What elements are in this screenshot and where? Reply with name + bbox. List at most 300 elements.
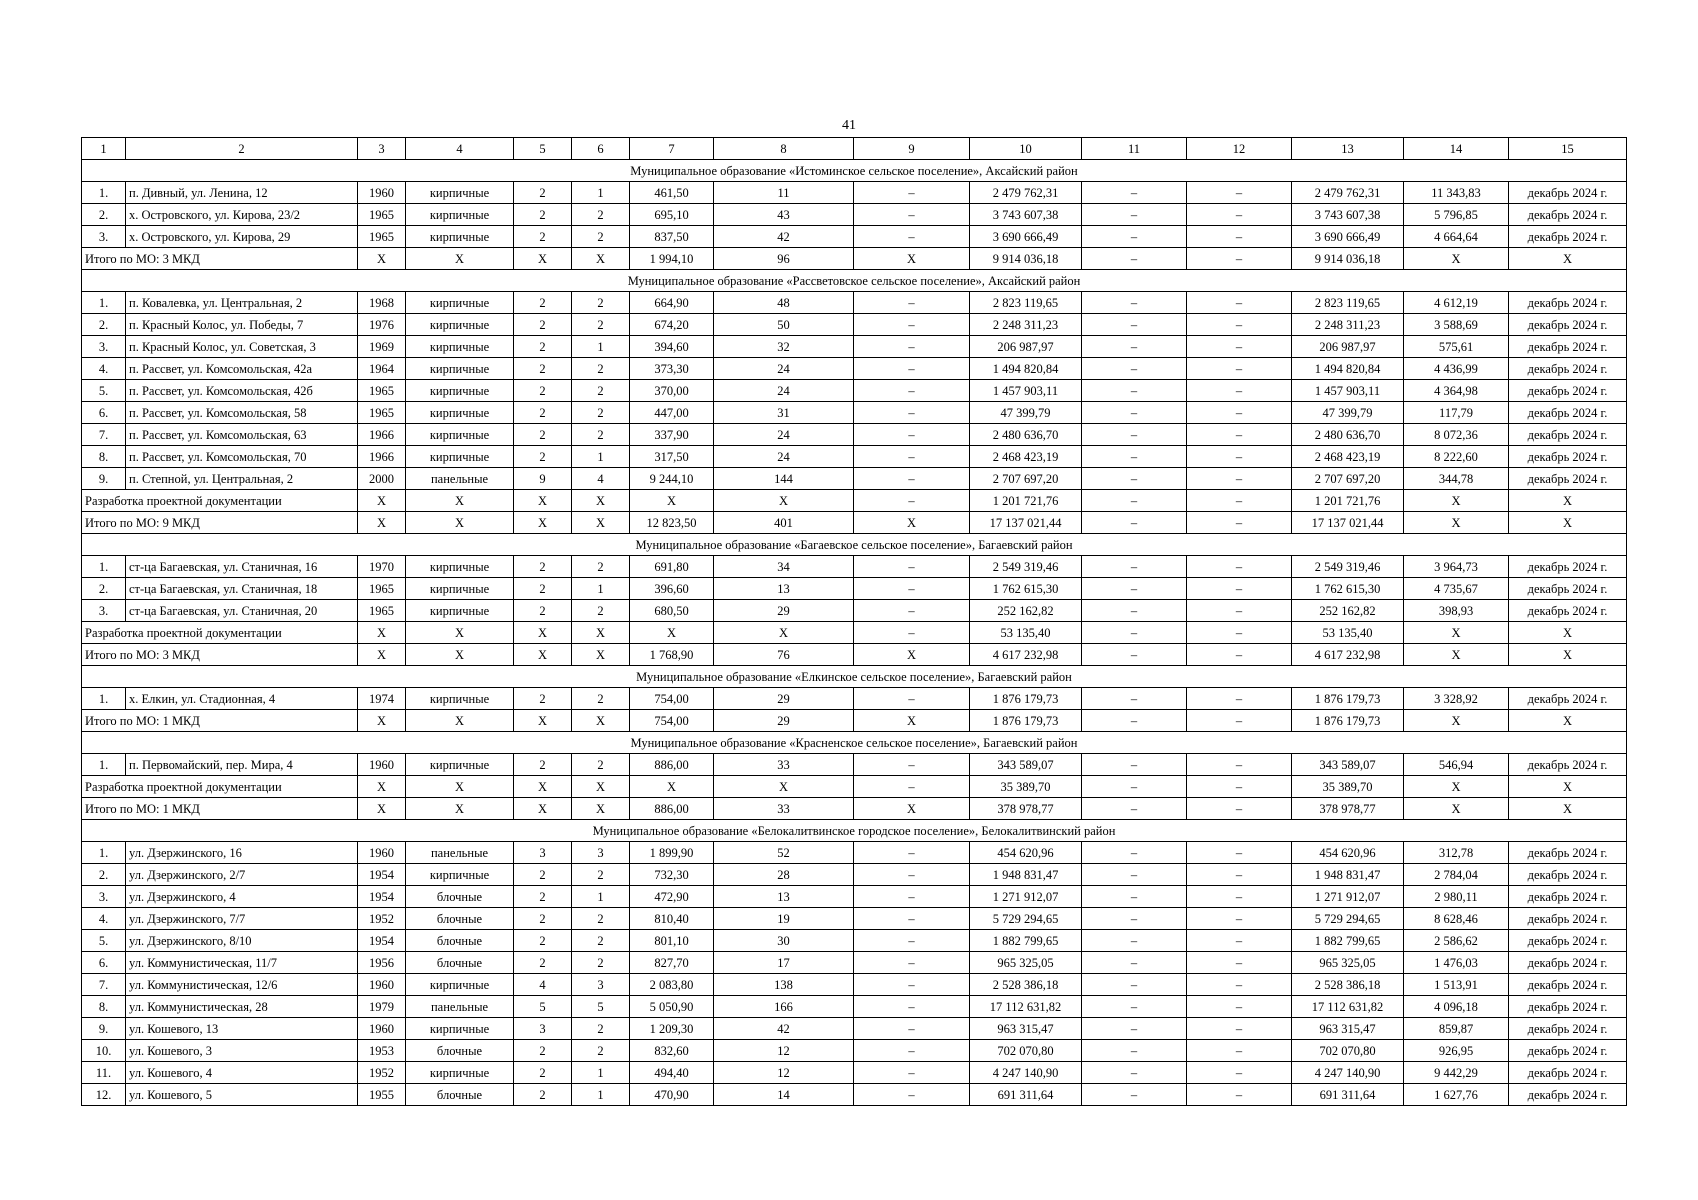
summary-label: Итого по МО: 9 МКД xyxy=(82,512,358,534)
address-cell: ул. Дзержинского, 16 xyxy=(126,842,358,864)
table-cell: 343 589,07 xyxy=(970,754,1082,776)
column-number-cell: 2 xyxy=(126,138,358,160)
row-index-cell: 2. xyxy=(82,864,126,886)
table-cell: – xyxy=(854,886,970,908)
table-cell: – xyxy=(854,380,970,402)
table-cell: 1 xyxy=(572,1084,630,1106)
table-cell: декабрь 2024 г. xyxy=(1509,204,1627,226)
table-cell: 8 222,60 xyxy=(1404,446,1509,468)
table-cell: 206 987,97 xyxy=(970,336,1082,358)
table-cell: 5 796,85 xyxy=(1404,204,1509,226)
table-cell: 32 xyxy=(714,336,854,358)
table-cell: – xyxy=(1187,314,1292,336)
table-cell: декабрь 2024 г. xyxy=(1509,754,1627,776)
summary-cell: X xyxy=(572,248,630,270)
table-cell: 2 xyxy=(572,204,630,226)
table-cell: 1 762 615,30 xyxy=(1292,578,1404,600)
municipality-header-row xyxy=(82,732,1627,754)
table-cell: 461,50 xyxy=(630,182,714,204)
table-cell: 2 xyxy=(572,754,630,776)
summary-cell: X xyxy=(406,248,514,270)
summary-cell: X xyxy=(572,798,630,820)
summary-cell: – xyxy=(1187,512,1292,534)
table-cell: 2 480 636,70 xyxy=(970,424,1082,446)
table-cell: – xyxy=(1082,688,1187,710)
table-cell: 343 589,07 xyxy=(1292,754,1404,776)
table-cell: 117,79 xyxy=(1404,402,1509,424)
summary-cell: X xyxy=(854,710,970,732)
table-cell: – xyxy=(854,864,970,886)
table-cell: 965 325,05 xyxy=(970,952,1082,974)
table-cell: 2 xyxy=(514,578,572,600)
table-cell: – xyxy=(854,952,970,974)
municipality-header-row xyxy=(82,270,1627,292)
table-cell: – xyxy=(854,908,970,930)
summary-cell: 1 876 179,73 xyxy=(970,710,1082,732)
summary-cell: X xyxy=(514,710,572,732)
table-cell: 3 588,69 xyxy=(1404,314,1509,336)
table-cell: 2 528 386,18 xyxy=(1292,974,1404,996)
table-cell: декабрь 2024 г. xyxy=(1509,842,1627,864)
table-cell: – xyxy=(854,930,970,952)
table-cell: – xyxy=(854,578,970,600)
summary-cell: X xyxy=(1509,776,1627,798)
address-cell: ул. Дзержинского, 8/10 xyxy=(126,930,358,952)
table-cell: – xyxy=(1187,930,1292,952)
table-cell: 494,40 xyxy=(630,1062,714,1084)
summary-cell: 17 137 021,44 xyxy=(1292,512,1404,534)
table-cell: – xyxy=(854,556,970,578)
table-cell: 1960 xyxy=(358,1018,406,1040)
summary-cell: X xyxy=(358,490,406,512)
summary-cell: 35 389,70 xyxy=(970,776,1082,798)
table-cell: декабрь 2024 г. xyxy=(1509,578,1627,600)
row-index-cell: 7. xyxy=(82,424,126,446)
table-cell: 1 209,30 xyxy=(630,1018,714,1040)
address-cell: х. Елкин, ул. Стадионная, 4 xyxy=(126,688,358,710)
building-row xyxy=(82,1018,1627,1040)
table-cell: кирпичные xyxy=(406,226,514,248)
summary-row xyxy=(82,248,1627,270)
table-cell: декабрь 2024 г. xyxy=(1509,358,1627,380)
table-cell: 30 xyxy=(714,930,854,952)
table-cell: 2 xyxy=(514,292,572,314)
address-cell: ул. Кошевого, 4 xyxy=(126,1062,358,1084)
summary-cell: – xyxy=(1187,798,1292,820)
table-cell: 2 xyxy=(572,380,630,402)
table-cell: 2 784,04 xyxy=(1404,864,1509,886)
summary-cell: 1 768,90 xyxy=(630,644,714,666)
table-cell: – xyxy=(854,1084,970,1106)
summary-cell: – xyxy=(854,622,970,644)
table-cell: 1 271 912,07 xyxy=(1292,886,1404,908)
summary-cell: 1 876 179,73 xyxy=(1292,710,1404,732)
table-cell: 926,95 xyxy=(1404,1040,1509,1062)
table-cell: – xyxy=(1187,996,1292,1018)
table-cell: – xyxy=(1187,908,1292,930)
table-cell: декабрь 2024 г. xyxy=(1509,1084,1627,1106)
table-cell: панельные xyxy=(406,996,514,1018)
table-cell: 5 729 294,65 xyxy=(1292,908,1404,930)
table-cell: 859,87 xyxy=(1404,1018,1509,1040)
municipality-header-row xyxy=(82,666,1627,688)
table-cell: 4 612,19 xyxy=(1404,292,1509,314)
building-row xyxy=(82,688,1627,710)
summary-cell: X xyxy=(1404,248,1509,270)
summary-cell: – xyxy=(1082,644,1187,666)
table-cell: 674,20 xyxy=(630,314,714,336)
summary-cell: X xyxy=(714,490,854,512)
summary-cell: – xyxy=(1082,776,1187,798)
table-cell: 34 xyxy=(714,556,854,578)
table-cell: 2 823 119,65 xyxy=(1292,292,1404,314)
row-index-cell: 2. xyxy=(82,314,126,336)
summary-cell: 378 978,77 xyxy=(970,798,1082,820)
summary-cell: X xyxy=(572,776,630,798)
table-cell: 1965 xyxy=(358,380,406,402)
table-cell: 837,50 xyxy=(630,226,714,248)
table-cell: 2 479 762,31 xyxy=(1292,182,1404,204)
table-cell: декабрь 2024 г. xyxy=(1509,996,1627,1018)
table-cell: 398,93 xyxy=(1404,600,1509,622)
table-cell: 52 xyxy=(714,842,854,864)
table-cell: – xyxy=(854,1018,970,1040)
table-cell: 2 xyxy=(572,1018,630,1040)
row-index-cell: 4. xyxy=(82,358,126,380)
table-cell: – xyxy=(1082,204,1187,226)
table-cell: 2 823 119,65 xyxy=(970,292,1082,314)
row-index-cell: 5. xyxy=(82,930,126,952)
table-cell: – xyxy=(1187,952,1292,974)
row-index-cell: 2. xyxy=(82,204,126,226)
table-cell: 4 096,18 xyxy=(1404,996,1509,1018)
row-index-cell: 11. xyxy=(82,1062,126,1084)
table-cell: декабрь 2024 г. xyxy=(1509,974,1627,996)
table-cell: 832,60 xyxy=(630,1040,714,1062)
table-cell: 1 457 903,11 xyxy=(970,380,1082,402)
table-cell: 47 399,79 xyxy=(970,402,1082,424)
summary-cell: X xyxy=(1509,512,1627,534)
column-number-cell: 7 xyxy=(630,138,714,160)
table-cell: 2 xyxy=(514,754,572,776)
row-index-cell: 8. xyxy=(82,996,126,1018)
table-cell: – xyxy=(1187,468,1292,490)
table-cell: – xyxy=(1082,336,1187,358)
address-cell: ул. Кошевого, 13 xyxy=(126,1018,358,1040)
summary-cell: X xyxy=(714,622,854,644)
building-row xyxy=(82,930,1627,952)
table-cell: 2 xyxy=(572,952,630,974)
table-cell: – xyxy=(1082,556,1187,578)
table-cell: 312,78 xyxy=(1404,842,1509,864)
table-cell: кирпичные xyxy=(406,446,514,468)
summary-cell: X xyxy=(1404,710,1509,732)
row-index-cell: 9. xyxy=(82,1018,126,1040)
table-cell: – xyxy=(854,358,970,380)
summary-cell: 29 xyxy=(714,710,854,732)
table-cell: – xyxy=(1187,1040,1292,1062)
table-cell: 702 070,80 xyxy=(970,1040,1082,1062)
summary-cell: – xyxy=(1187,622,1292,644)
row-index-cell: 1. xyxy=(82,754,126,776)
table-cell: 2 xyxy=(572,864,630,886)
table-cell: декабрь 2024 г. xyxy=(1509,314,1627,336)
summary-cell: – xyxy=(1187,710,1292,732)
table-cell: кирпичные xyxy=(406,578,514,600)
summary-cell: – xyxy=(854,490,970,512)
table-cell: 1 494 820,84 xyxy=(1292,358,1404,380)
table-cell: – xyxy=(1187,424,1292,446)
table-cell: 2 xyxy=(572,556,630,578)
table-cell: 2 xyxy=(514,886,572,908)
row-index-cell: 4. xyxy=(82,908,126,930)
table-cell: кирпичные xyxy=(406,424,514,446)
table-cell: декабрь 2024 г. xyxy=(1509,952,1627,974)
address-cell: ул. Дзержинского, 2/7 xyxy=(126,864,358,886)
summary-cell: 1 994,10 xyxy=(630,248,714,270)
table-cell: 1 948 831,47 xyxy=(1292,864,1404,886)
table-cell: 2 xyxy=(514,336,572,358)
table-cell: 732,30 xyxy=(630,864,714,886)
summary-cell: – xyxy=(1187,248,1292,270)
table-cell: декабрь 2024 г. xyxy=(1509,336,1627,358)
table-cell: кирпичные xyxy=(406,974,514,996)
table-cell: 2 xyxy=(572,358,630,380)
row-index-cell: 3. xyxy=(82,336,126,358)
table-cell: – xyxy=(1187,578,1292,600)
table-cell: 1 876 179,73 xyxy=(970,688,1082,710)
table-cell: – xyxy=(1082,446,1187,468)
table-cell: 337,90 xyxy=(630,424,714,446)
table-cell: 4 364,98 xyxy=(1404,380,1509,402)
building-row xyxy=(82,556,1627,578)
table-cell: 138 xyxy=(714,974,854,996)
table-cell: 2 248 311,23 xyxy=(970,314,1082,336)
table-cell: 13 xyxy=(714,578,854,600)
table-cell: 2 480 636,70 xyxy=(1292,424,1404,446)
building-row xyxy=(82,292,1627,314)
table-cell: кирпичные xyxy=(406,358,514,380)
table-cell: 1956 xyxy=(358,952,406,974)
summary-label: Итого по МО: 1 МКД xyxy=(82,710,358,732)
table-cell: декабрь 2024 г. xyxy=(1509,182,1627,204)
summary-cell: X xyxy=(854,798,970,820)
column-number-cell: 4 xyxy=(406,138,514,160)
address-cell: ул. Коммунистическая, 11/7 xyxy=(126,952,358,974)
table-cell: декабрь 2024 г. xyxy=(1509,1018,1627,1040)
table-cell: 9 442,29 xyxy=(1404,1062,1509,1084)
table-cell: – xyxy=(1082,1018,1187,1040)
table-cell: 2 468 423,19 xyxy=(1292,446,1404,468)
row-index-cell: 1. xyxy=(82,556,126,578)
column-number-row xyxy=(82,138,1627,160)
building-row xyxy=(82,380,1627,402)
building-row xyxy=(82,996,1627,1018)
summary-cell: – xyxy=(1082,798,1187,820)
address-cell: п. Красный Колос, ул. Советская, 3 xyxy=(126,336,358,358)
table-cell: 1 476,03 xyxy=(1404,952,1509,974)
summary-cell: X xyxy=(1404,798,1509,820)
building-row xyxy=(82,182,1627,204)
table-cell: 1 882 799,65 xyxy=(970,930,1082,952)
summary-cell: – xyxy=(1082,248,1187,270)
table-cell: – xyxy=(854,336,970,358)
summary-cell: X xyxy=(358,644,406,666)
table-cell: 2 xyxy=(514,446,572,468)
municipality-header-row xyxy=(82,534,1627,556)
table-cell: 1965 xyxy=(358,402,406,424)
table-cell: 2 xyxy=(514,314,572,336)
table-cell: 43 xyxy=(714,204,854,226)
summary-cell: X xyxy=(572,512,630,534)
table-cell: 1965 xyxy=(358,600,406,622)
table-cell: 5 xyxy=(514,996,572,1018)
table-cell: 1970 xyxy=(358,556,406,578)
summary-cell: 96 xyxy=(714,248,854,270)
table-cell: 317,50 xyxy=(630,446,714,468)
table-cell: 2 xyxy=(572,930,630,952)
building-row xyxy=(82,446,1627,468)
table-cell: 1 457 903,11 xyxy=(1292,380,1404,402)
table-cell: 42 xyxy=(714,1018,854,1040)
table-cell: 546,94 xyxy=(1404,754,1509,776)
table-cell: 2 707 697,20 xyxy=(1292,468,1404,490)
table-cell: 47 399,79 xyxy=(1292,402,1404,424)
table-cell: 470,90 xyxy=(630,1084,714,1106)
building-row xyxy=(82,402,1627,424)
table-cell: – xyxy=(1187,204,1292,226)
summary-cell: X xyxy=(358,710,406,732)
table-cell: 810,40 xyxy=(630,908,714,930)
summary-cell: X xyxy=(406,622,514,644)
column-number-cell: 6 xyxy=(572,138,630,160)
summary-cell: X xyxy=(406,798,514,820)
table-cell: 1974 xyxy=(358,688,406,710)
summary-cell: X xyxy=(1404,776,1509,798)
table-cell: 4 xyxy=(514,974,572,996)
table-cell: 2 xyxy=(514,556,572,578)
table-cell: 1953 xyxy=(358,1040,406,1062)
table-cell: 344,78 xyxy=(1404,468,1509,490)
row-index-cell: 1. xyxy=(82,688,126,710)
table-cell: блочные xyxy=(406,908,514,930)
table-cell: – xyxy=(1082,864,1187,886)
summary-cell: X xyxy=(514,622,572,644)
table-cell: – xyxy=(1187,358,1292,380)
table-cell: декабрь 2024 г. xyxy=(1509,556,1627,578)
table-cell: – xyxy=(1187,226,1292,248)
summary-cell: – xyxy=(1187,490,1292,512)
table-cell: 11 343,83 xyxy=(1404,182,1509,204)
row-index-cell: 3. xyxy=(82,886,126,908)
table-cell: 1 494 820,84 xyxy=(970,358,1082,380)
table-cell: – xyxy=(1082,424,1187,446)
summary-cell: 4 617 232,98 xyxy=(970,644,1082,666)
table-cell: 695,10 xyxy=(630,204,714,226)
summary-cell: X xyxy=(514,776,572,798)
table-cell: 1 xyxy=(572,1062,630,1084)
table-cell: – xyxy=(1082,578,1187,600)
building-row xyxy=(82,974,1627,996)
building-row xyxy=(82,468,1627,490)
table-cell: – xyxy=(854,402,970,424)
table-cell: декабрь 2024 г. xyxy=(1509,292,1627,314)
summary-cell: X xyxy=(406,490,514,512)
table-cell: 454 620,96 xyxy=(970,842,1082,864)
table-cell: – xyxy=(1082,380,1187,402)
table-cell: 1 xyxy=(572,336,630,358)
summary-row xyxy=(82,622,1627,644)
table-cell: 2 xyxy=(572,424,630,446)
table-cell: 166 xyxy=(714,996,854,1018)
table-cell: – xyxy=(1187,842,1292,864)
summary-row xyxy=(82,490,1627,512)
table-cell: 2 xyxy=(514,1040,572,1062)
table-cell: 1960 xyxy=(358,842,406,864)
table-cell: – xyxy=(1187,600,1292,622)
table-cell: 13 xyxy=(714,886,854,908)
summary-cell: X xyxy=(630,490,714,512)
summary-cell: X xyxy=(1509,644,1627,666)
municipality-title: Муниципальное образование «Белокалитвинское городское поселение», Белокалитвинский район xyxy=(82,820,1627,842)
table-cell: – xyxy=(1082,468,1187,490)
table-cell: 2000 xyxy=(358,468,406,490)
table-cell: 144 xyxy=(714,468,854,490)
table-cell: 4 664,64 xyxy=(1404,226,1509,248)
table-cell: 4 436,99 xyxy=(1404,358,1509,380)
summary-cell: – xyxy=(1082,490,1187,512)
table-cell: 3 xyxy=(514,842,572,864)
summary-cell: – xyxy=(1187,644,1292,666)
table-cell: 9 244,10 xyxy=(630,468,714,490)
row-index-cell: 2. xyxy=(82,578,126,600)
table-cell: – xyxy=(1082,1062,1187,1084)
table-cell: 2 xyxy=(514,952,572,974)
table-cell: 827,70 xyxy=(630,952,714,974)
summary-cell: – xyxy=(1187,776,1292,798)
building-row xyxy=(82,204,1627,226)
address-cell: ул. Кошевого, 3 xyxy=(126,1040,358,1062)
table-cell: 2 468 423,19 xyxy=(970,446,1082,468)
summary-cell: X xyxy=(854,248,970,270)
table-cell: 12 xyxy=(714,1062,854,1084)
summary-cell: X xyxy=(1509,490,1627,512)
table-cell: кирпичные xyxy=(406,182,514,204)
summary-cell: 886,00 xyxy=(630,798,714,820)
column-number-cell: 15 xyxy=(1509,138,1627,160)
summary-cell: X xyxy=(572,710,630,732)
table-cell: 4 xyxy=(572,468,630,490)
summary-cell: – xyxy=(1082,710,1187,732)
summary-cell: X xyxy=(1404,490,1509,512)
summary-label: Разработка проектной документации xyxy=(82,490,358,512)
table-cell: – xyxy=(854,292,970,314)
building-row xyxy=(82,578,1627,600)
table-cell: 454 620,96 xyxy=(1292,842,1404,864)
building-row xyxy=(82,908,1627,930)
table-cell: 31 xyxy=(714,402,854,424)
table-cell: – xyxy=(1082,358,1187,380)
table-cell: 2 707 697,20 xyxy=(970,468,1082,490)
address-cell: ст-ца Багаевская, ул. Станичная, 18 xyxy=(126,578,358,600)
column-number-cell: 14 xyxy=(1404,138,1509,160)
table-cell: декабрь 2024 г. xyxy=(1509,424,1627,446)
table-cell: 575,61 xyxy=(1404,336,1509,358)
table-cell: 1965 xyxy=(358,578,406,600)
summary-cell: X xyxy=(1509,248,1627,270)
table-cell: 1 xyxy=(572,886,630,908)
summary-cell: X xyxy=(1404,512,1509,534)
